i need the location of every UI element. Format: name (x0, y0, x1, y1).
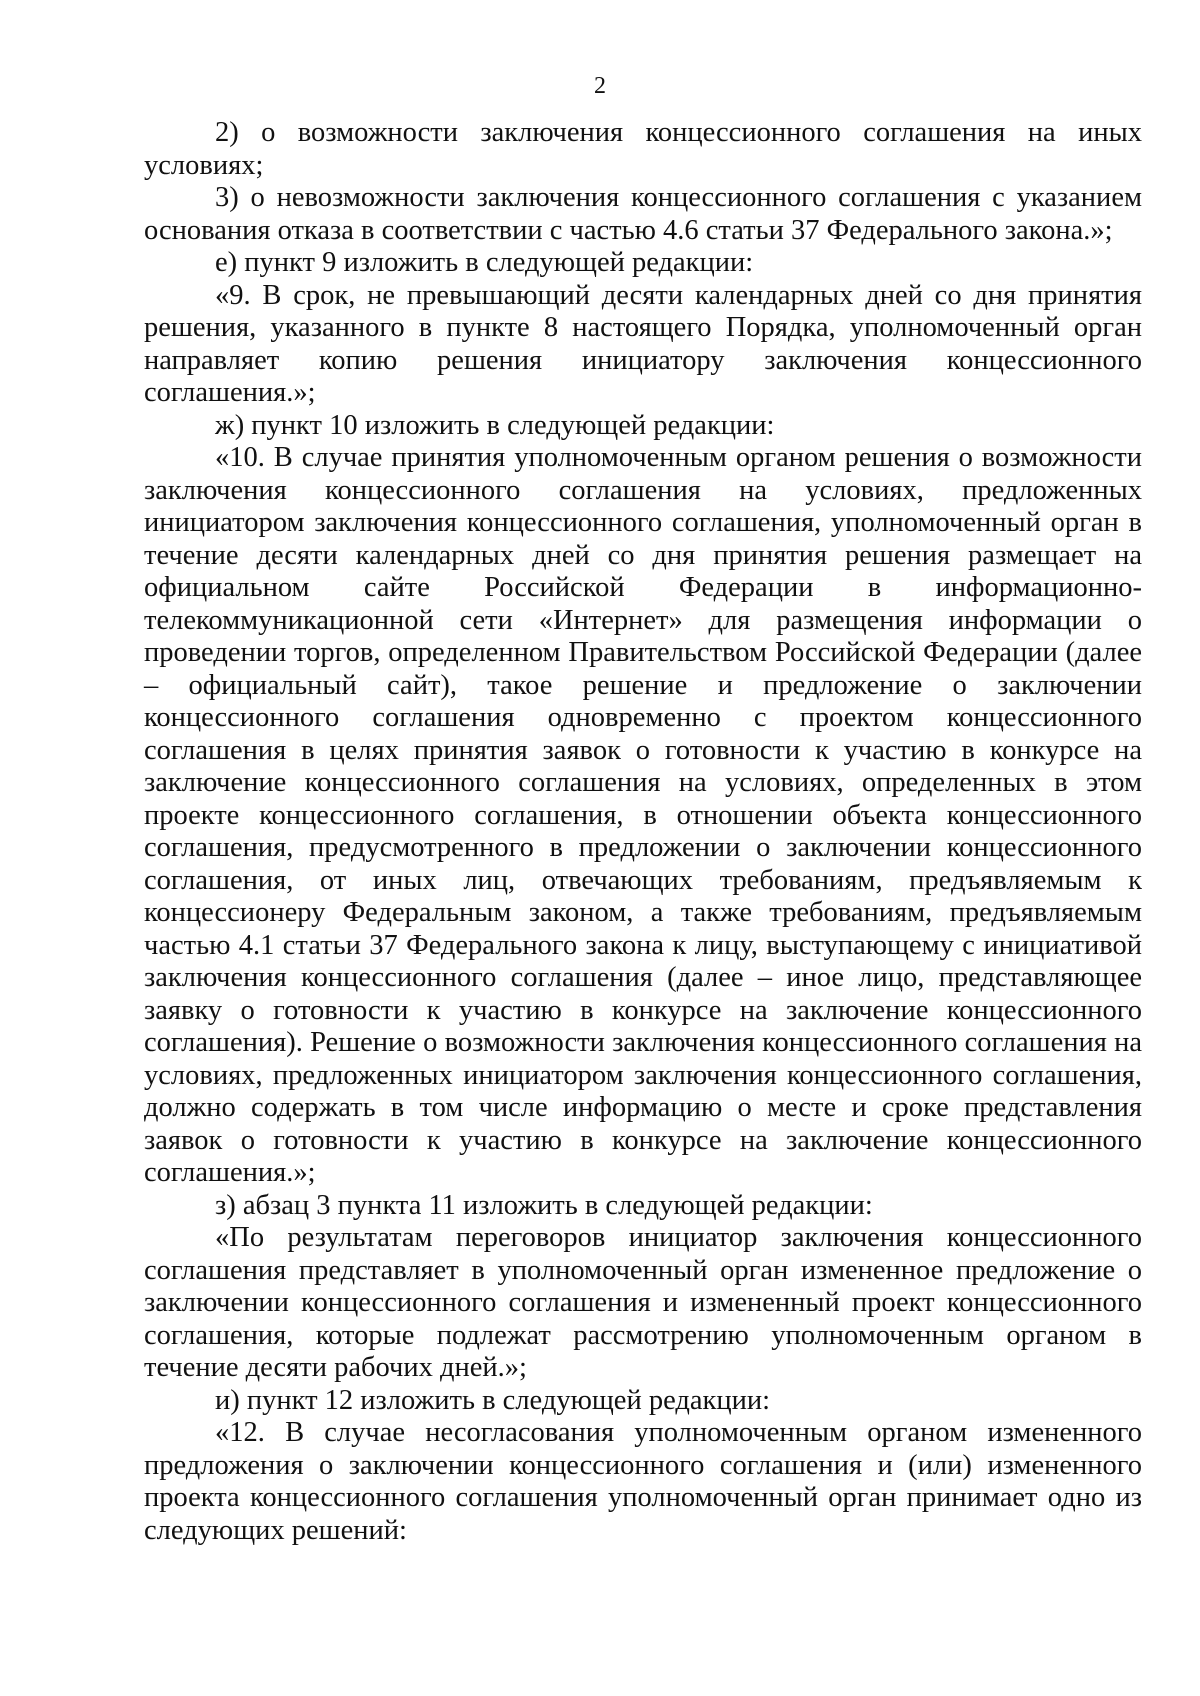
paragraph-clause-2: 2) о возможности заключения концессионного соглашения на иных условиях; (144, 117, 1142, 181)
document-body (144, 117, 1142, 1547)
paragraph-item-i-heading: и) пункт 12 изложить в следующей редакции: (215, 1384, 771, 1416)
paragraph-item-zh-heading: ж) пункт 10 изложить в следующей редакции: (215, 409, 775, 441)
paragraph-item-e-heading: е) пункт 9 изложить в следующей редакции: (215, 247, 754, 278)
page-number: 2 (594, 73, 606, 99)
paragraph-point-10: «10. В случае принятия уполномоченным органом решения о возможности заключения концессионного соглашения на условиях, предложенных инициатором заключения концессионного соглашения, уполномоченный орган в течение десяти календарных дней со дня принятия решения размещает на официальном сайте Российской Федерации в информационно-телекоммуникационной сети «Интернет» для размещения информации о проведении торгов, определенном Правительством Российской Федерации (далее – официальный сайт), такое решение и предложение о заключении концессионного соглашения одновременно с проектом концессионного соглашения в целях принятия заявок о готовности к участию в конкурсе на заключение концессионного соглашения на условиях, определенных в этом проекте концессионного соглашения, в отношении объекта концессионного соглашения, предусмотренного в предложении о заключении концессионного соглашения, от иных лиц, отвечающих требованиям, предъявляемым к концессионеру Федеральным законом, а также требованиям, предъявляемым частью 4.1 статьи 37 Федерального закона к лицу, выступающему с инициативой заключения концессионного соглашения (далее – иное лицо, представляющее заявку о готовности к участию в конкурсе на заключение концессионного соглашения). Решение о возможности заключения концессионного соглашения на условиях, предложенных инициатором заключения концессионного соглашения, должно содержать в том числе информацию о месте и сроке представления заявок о готовности к участию в конкурсе на заключение концессионного соглашения.»; (144, 442, 1142, 1188)
paragraph-point-11-abzac-3: «По результатам переговоров инициатор заключения концессионного соглашения представляет в уполномоченный орган измененное предложение о заключении концессионного соглашения и измененный проект концессионного соглашения, которые подлежат рассмотрению уполномоченным органом в течение десяти рабочих дней.»; (144, 1222, 1142, 1383)
paragraph-point-9: «9. В срок, не превышающий десяти календарных дней со дня принятия решения, указанного в пункте 8 настоящего Порядка, уполномоченный орган направляет копию решения инициатору заключения концессионного соглашения.»; (144, 279, 1142, 408)
paragraph-point-12: «12. В случае несогласования уполномоченным органом измененного предложения о заключении концессионного соглашения и (или) измененного проекта концессионного соглашения уполномоченный орган принимает одно из следующих решений: (144, 1417, 1142, 1546)
paragraph-clause-3: 3) о невозможности заключения концессионного соглашения с указанием основания отказа в соответствии с частью 4.6 статьи 37 Федерального закона.»; (144, 182, 1142, 246)
paragraph-item-z-heading: з) абзац 3 пункта 11 изложить в следующей редакции: (215, 1189, 873, 1221)
